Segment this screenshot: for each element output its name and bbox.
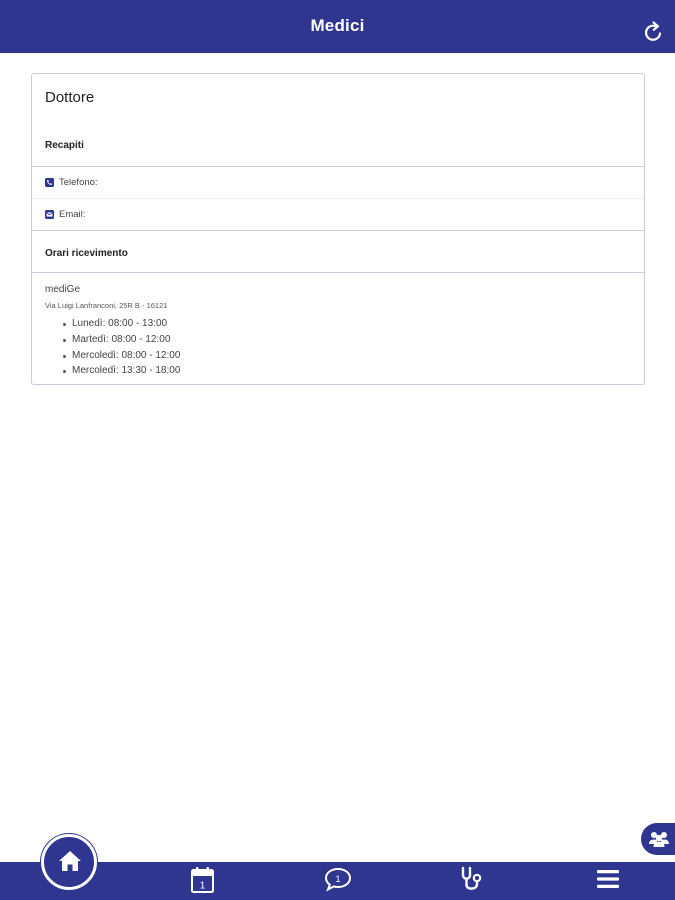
email-row[interactable]	[45, 209, 85, 220]
divider	[32, 198, 644, 199]
divider	[32, 230, 644, 231]
nav-messages-button[interactable]	[323, 866, 353, 897]
top-app-bar	[0, 0, 675, 53]
nav-menu-button[interactable]	[595, 866, 621, 897]
doctor-card	[31, 73, 645, 385]
chat-icon	[323, 866, 353, 892]
hours-item: Mercoledì: 08:00 - 12:00	[63, 348, 180, 364]
nav-home-button[interactable]	[41, 834, 97, 890]
home-icon	[58, 850, 82, 872]
refresh-icon[interactable]	[643, 20, 665, 44]
calendar-badge: 1	[199, 880, 206, 892]
nav-calendar-button[interactable]	[189, 866, 216, 899]
location-name: mediGe	[45, 284, 81, 295]
divider	[32, 272, 644, 273]
hours-item: Mercoledì: 13:30 - 18:00	[63, 363, 180, 379]
hours-item: Lunedì: 08:00 - 13:00	[63, 316, 180, 332]
nav-doctors-button[interactable]	[458, 866, 488, 899]
location-address: Via Luigi Lanfranconi, 25R B - 16121	[45, 301, 168, 310]
menu-icon	[595, 866, 621, 892]
hours-list	[63, 316, 180, 379]
hours-heading: Orari ricevimento	[45, 248, 128, 259]
group-button[interactable]	[641, 823, 675, 855]
email-icon	[45, 210, 54, 219]
doctor-name: Dottore	[45, 89, 95, 106]
page-title: Medici	[310, 16, 365, 35]
calendar-icon	[189, 866, 216, 894]
phone-label: Telefono:	[59, 177, 98, 188]
divider	[32, 166, 644, 167]
contacts-heading: Recapiti	[45, 140, 84, 151]
email-label: Email:	[59, 209, 86, 220]
phone-icon	[45, 178, 54, 187]
messages-badge: 1	[335, 874, 341, 884]
phone-row[interactable]	[45, 177, 98, 188]
stethoscope-icon	[458, 866, 488, 894]
group-icon	[648, 830, 670, 848]
hours-item: Martedì: 08:00 - 12:00	[63, 332, 180, 348]
